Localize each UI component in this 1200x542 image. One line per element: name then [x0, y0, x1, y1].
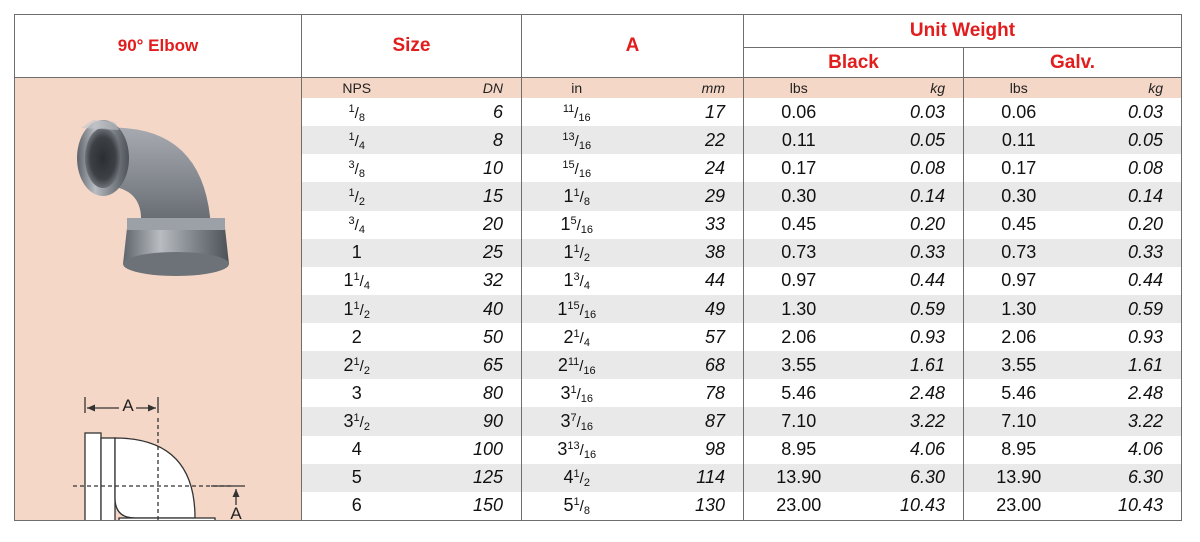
subheader-mm: mm	[632, 78, 744, 99]
cell-black-lbs: 23.00	[744, 492, 854, 521]
elbow-illustrations	[15, 78, 301, 523]
subheader-galv-kg: kg	[1074, 78, 1182, 99]
cell-dn: 32	[412, 267, 522, 295]
cell-nps: 6	[302, 492, 412, 521]
cell-in: $3^1/_{16}$	[560, 382, 594, 405]
cell-galv-lbs: 1.30	[964, 295, 1074, 323]
cell-in: $1^1/_2$	[522, 239, 632, 267]
cell-in: $2^1/_4$	[563, 326, 590, 349]
cell-dn: 50	[412, 323, 522, 351]
cell-galv-lbs: 23.00	[964, 492, 1074, 521]
cell-nps: 1	[302, 239, 412, 267]
cell-galv-lbs: 0.06	[1001, 101, 1037, 122]
cell-black-kg: 0.44	[854, 267, 964, 295]
cell-black-kg: 0.59	[854, 295, 964, 323]
dimension-a-vertical-label: A	[230, 504, 242, 523]
cell-mm: 87	[632, 407, 744, 435]
cell-galv-kg: 0.44	[1074, 267, 1182, 295]
cell-mm: 57	[632, 323, 744, 351]
spec-table-body	[15, 78, 1182, 521]
cell-black-lbs: 0.30	[744, 182, 854, 210]
cell-galv-lbs: 7.10	[964, 407, 1074, 435]
cell-black-lbs: 0.97	[781, 270, 817, 291]
cell-galv-kg: 0.93	[1074, 323, 1182, 351]
cell-black-kg: 0.20	[854, 211, 964, 239]
cell-in: $3^7/_{16}$	[522, 407, 632, 435]
cell-galv-lbs: 5.46	[1001, 382, 1037, 403]
cell-black-kg: 0.14	[854, 182, 964, 210]
galv-header: Galv.	[964, 48, 1182, 78]
cell-galv-kg: 0.59	[1074, 295, 1182, 323]
cell-dn: 80	[412, 379, 522, 407]
cell-mm: 68	[632, 351, 744, 379]
cell-dn: 125	[412, 464, 522, 492]
cell-black-kg: 10.43	[854, 492, 964, 521]
dimension-a-header: A	[522, 15, 744, 78]
cell-black-kg: 0.33	[854, 239, 964, 267]
subheader-galv-lbs: lbs	[964, 78, 1074, 99]
dimension-a-horizontal-label: A	[122, 396, 134, 415]
cell-in: $3^{13}/_{16}$	[557, 439, 597, 462]
subheader-black-lbs: lbs	[744, 78, 854, 99]
cell-dn: 100	[412, 436, 522, 464]
cell-in: $^{15}/_{16}$	[562, 158, 592, 180]
cell-black-kg: 0.08	[854, 154, 964, 182]
cell-mm: 38	[632, 239, 744, 267]
cell-black-kg: 3.22	[854, 407, 964, 435]
cell-galv-lbs: 0.30	[964, 182, 1074, 210]
elbow-spec-table	[14, 14, 1182, 521]
elbow-photo-icon	[15, 78, 301, 520]
cell-nps: 5	[302, 464, 412, 492]
cell-black-lbs: 0.06	[781, 101, 817, 122]
cell-black-lbs: 0.17	[781, 157, 817, 178]
cell-dn: 20	[412, 211, 522, 239]
cell-galv-lbs: 0.17	[1001, 157, 1037, 178]
cell-nps: $1^1/_4$	[343, 270, 370, 293]
cell-galv-kg: 3.22	[1074, 407, 1182, 435]
cell-galv-kg: 0.20	[1074, 211, 1182, 239]
cell-black-kg: 0.03	[854, 98, 964, 126]
cell-in: $1^{15}/_{16}$	[522, 295, 632, 323]
cell-galv-lbs: 8.95	[1001, 439, 1037, 460]
cell-in: $4^1/_2$	[522, 464, 632, 492]
cell-dn: 25	[412, 239, 522, 267]
cell-dn: 90	[412, 407, 522, 435]
cell-nps: $3^1/_2$	[302, 407, 412, 435]
cell-in: $5^1/_8$	[522, 492, 632, 521]
cell-dn: 150	[412, 492, 522, 521]
cell-nps: $2^1/_2$	[302, 351, 412, 379]
cell-black-kg: 6.30	[854, 464, 964, 492]
cell-black-lbs: 13.90	[744, 464, 854, 492]
cell-dn: 15	[412, 182, 522, 210]
cell-galv-kg: 6.30	[1074, 464, 1182, 492]
product-illustration-cell	[15, 78, 302, 521]
cell-black-lbs: 1.30	[744, 295, 854, 323]
cell-mm: 78	[632, 379, 744, 407]
cell-black-lbs: 8.95	[781, 439, 817, 460]
cell-mm: 44	[632, 267, 744, 295]
cell-galv-lbs: 0.73	[964, 239, 1074, 267]
column-subheader-row	[15, 78, 1182, 99]
cell-galv-kg: 0.14	[1074, 182, 1182, 210]
cell-nps: $^1/_2$	[302, 182, 412, 210]
cell-dn: 8	[412, 126, 522, 154]
cell-mm: 22	[632, 126, 744, 154]
cell-black-lbs: 3.55	[744, 351, 854, 379]
dimension-diagram	[73, 397, 245, 520]
cell-in: $^{11}/_{16}$	[562, 102, 591, 124]
cell-mm: 49	[632, 295, 744, 323]
cell-nps: $1^1/_2$	[302, 295, 412, 323]
cell-nps: $^3/_4$	[348, 215, 365, 237]
size-header: Size	[302, 15, 522, 78]
cell-nps: 3	[351, 382, 362, 403]
cell-galv-kg: 2.48	[1074, 379, 1182, 407]
cell-dn: 65	[412, 351, 522, 379]
subheader-nps: NPS	[302, 78, 412, 99]
cell-black-lbs: 7.10	[744, 407, 854, 435]
cell-in: $1^1/_8$	[522, 182, 632, 210]
cell-galv-lbs: 0.11	[964, 126, 1074, 154]
cell-mm: 130	[632, 492, 744, 521]
cell-in: $2^{11}/_{16}$	[522, 351, 632, 379]
cell-nps: 4	[351, 439, 362, 460]
unit-weight-header: Unit Weight	[744, 15, 1182, 48]
cell-black-lbs: 5.46	[781, 382, 817, 403]
cell-galv-kg: 0.33	[1074, 239, 1182, 267]
cell-galv-kg: 0.03	[1074, 98, 1182, 126]
cell-in: $1^3/_4$	[563, 270, 590, 293]
cell-galv-kg: 10.43	[1074, 492, 1182, 521]
cell-black-lbs: 0.11	[744, 126, 854, 154]
cell-black-kg: 0.05	[854, 126, 964, 154]
cell-mm: 29	[632, 182, 744, 210]
cell-dn: 10	[412, 154, 522, 182]
cell-galv-lbs: 2.06	[1001, 326, 1037, 347]
cell-black-kg: 0.93	[854, 323, 964, 351]
cell-black-lbs: 2.06	[781, 326, 817, 347]
cell-black-kg: 1.61	[854, 351, 964, 379]
cell-galv-kg: 0.05	[1074, 126, 1182, 154]
cell-galv-kg: 1.61	[1074, 351, 1182, 379]
cell-galv-lbs: 13.90	[964, 464, 1074, 492]
cell-nps: $^1/_4$	[302, 126, 412, 154]
subheader-in: in	[522, 78, 632, 99]
cell-black-kg: 2.48	[854, 379, 964, 407]
cell-nps: 2	[351, 326, 362, 347]
cell-black-lbs: 0.45	[781, 214, 817, 235]
cell-mm: 17	[632, 98, 744, 126]
cell-mm: 24	[632, 154, 744, 182]
cell-black-lbs: 0.73	[744, 239, 854, 267]
cell-black-kg: 4.06	[854, 436, 964, 464]
cell-mm: 114	[632, 464, 744, 492]
cell-mm: 33	[632, 211, 744, 239]
subheader-black-kg: kg	[854, 78, 964, 99]
cell-galv-kg: 4.06	[1074, 436, 1182, 464]
cell-dn: 6	[412, 98, 522, 126]
cell-in: $1^5/_{16}$	[560, 214, 594, 237]
cell-galv-lbs: 0.45	[1001, 214, 1037, 235]
subheader-dn: DN	[412, 78, 522, 99]
product-name-header: 90° Elbow	[15, 15, 302, 78]
cell-galv-lbs: 0.97	[1001, 270, 1037, 291]
cell-dn: 40	[412, 295, 522, 323]
black-header: Black	[744, 48, 964, 78]
cell-nps: $^1/_8$	[348, 102, 365, 124]
cell-galv-lbs: 3.55	[964, 351, 1074, 379]
cell-in: $^{13}/_{16}$	[522, 126, 632, 154]
cell-nps: $^3/_8$	[348, 158, 365, 180]
cell-mm: 98	[632, 436, 744, 464]
cell-galv-kg: 0.08	[1074, 154, 1182, 182]
